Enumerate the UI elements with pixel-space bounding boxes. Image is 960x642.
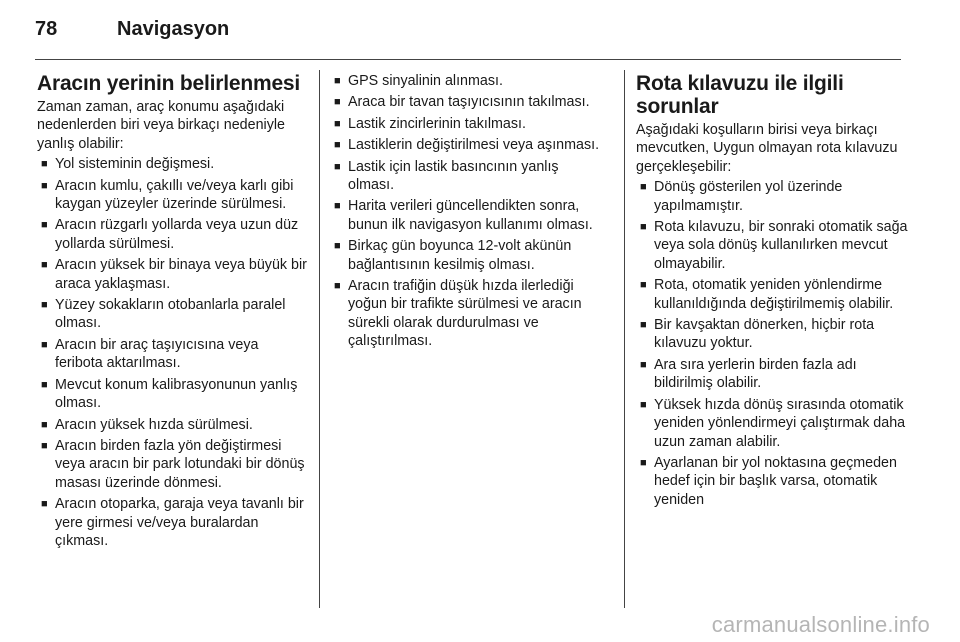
bullet-square-icon: ■: [334, 117, 341, 130]
list-item: [330, 197, 602, 234]
list-item: [37, 437, 309, 492]
list-item: [636, 276, 908, 313]
list-item: [37, 336, 309, 373]
section-heading-route: Rota kılavuzu ile ilgili sorunlar: [636, 72, 844, 118]
list-item-text: Lastiklerin değiştirilmesi veya aşınması.: [348, 137, 600, 154]
bullet-square-icon: ■: [334, 240, 341, 253]
section-heading-position: Aracın yerinin belirlenmesi: [37, 72, 301, 95]
bullet-square-icon: ■: [41, 158, 48, 171]
list-item-text: Aracın rüzgarlı yollarda veya uzun düz yollarda sürülmesi.: [55, 217, 299, 252]
list-item-text: Yüksek hızda dönüş sırasında otomatik yeniden yönlendirmeyi çalıştırmak daha uzun zaman alabilir.: [654, 396, 906, 450]
bullet-square-icon: ■: [41, 299, 48, 312]
bullet-square-icon: ■: [334, 160, 341, 173]
bullet-square-icon: ■: [640, 319, 647, 332]
list-item-text: Birkaç gün boyunca 12-volt akünün bağlantısının kesilmiş olması.: [348, 238, 572, 273]
bullet-square-icon: ■: [640, 456, 647, 469]
list-item: [636, 178, 908, 215]
list-item-text: Lastik zincirlerinin takılması.: [348, 115, 526, 132]
bullet-square-icon: ■: [41, 219, 48, 232]
section-intro-route: Aşağıdaki koşulların birisi veya birkaçı mevcutken, Uygun olmayan rota kılavuzu gerçekleşebilir:: [636, 122, 898, 175]
bullet-square-icon: ■: [334, 96, 341, 109]
column-right: [636, 72, 908, 512]
list-item-text: GPS sinyalinin alınması.: [348, 73, 503, 89]
bullet-square-icon: ■: [41, 338, 48, 351]
list-item-text: Aracın kumlu, çakıllı ve/veya karlı gibi kaygan yüzeyler üzerinde sürülmesi.: [55, 177, 294, 213]
list-item-text: Aracın birden fazla yön değiştirmesi veya aracın bir park lotundaki bir dönüş masası üzerinde dönmesi.: [55, 437, 305, 491]
list-item: [330, 277, 602, 351]
page-number: 78: [35, 18, 58, 40]
list-item: [636, 396, 908, 451]
bullet-square-icon: ■: [41, 378, 48, 391]
list-item-text: Aracın bir araç taşıyıcısına veya feribota aktarılması.: [55, 336, 259, 372]
list-item: [636, 316, 908, 353]
column-middle: [330, 72, 602, 354]
bullet-list-position: [37, 155, 309, 550]
list-item: [37, 416, 309, 434]
list-item-text: Rota, otomatik yeniden yönlendirme kullanıldığında değiştirilmemiş olabilir.: [654, 277, 894, 312]
list-item: [636, 218, 908, 273]
list-item-text: Bir kavşaktan dönerken, hiçbir rota kılavuzu yoktur.: [654, 317, 875, 352]
list-item-text: Harita verileri güncellendikten sonra, bunun ilk navigasyon kullanımı olması.: [348, 198, 593, 233]
list-item: [330, 136, 602, 154]
bullet-square-icon: ■: [640, 221, 647, 234]
list-item-text: Ara sıra yerlerin birden fazla adı bildirilmiş olabilir.: [654, 356, 857, 392]
bullet-square-icon: ■: [640, 279, 647, 292]
list-item: [37, 177, 309, 214]
bullet-square-icon: ■: [41, 179, 48, 192]
list-item-text: Aracın yüksek bir binaya veya büyük bir araca yaklaşması.: [55, 257, 307, 292]
chapter-title: Navigasyon: [117, 18, 230, 40]
list-item: [37, 495, 309, 550]
list-item: [330, 93, 602, 111]
bullet-list-route: [636, 178, 908, 509]
column-left: [37, 72, 309, 553]
bullet-square-icon: ■: [41, 439, 48, 452]
bullet-square-icon: ■: [640, 398, 647, 411]
list-item: [330, 115, 602, 133]
section-intro-position: Zaman zaman, araç konumu aşağıdaki nedenlerden biri veya birkaçı nedeniyle yanlış olabilir:: [37, 99, 285, 152]
list-item-text: Aracın otoparka, garaja veya tavanlı bir yere girmesi ve/veya buralardan çıkması.: [55, 496, 304, 549]
page-header: [35, 18, 229, 48]
list-item: [37, 216, 309, 253]
bullet-square-icon: ■: [41, 259, 48, 272]
list-item: [37, 256, 309, 293]
bullet-square-icon: ■: [334, 139, 341, 152]
list-item: [37, 296, 309, 333]
list-item-text: Yüzey sokakların otobanlarla paralel olması.: [55, 297, 286, 332]
list-item: [330, 72, 602, 90]
list-item-text: Mevcut konum kalibrasyonunun yanlış olması.: [55, 376, 298, 412]
column-divider-1: [319, 70, 320, 608]
bullet-square-icon: ■: [41, 498, 48, 511]
bullet-list-continued: [330, 72, 602, 351]
list-item-text: Aracın trafiğin düşük hızda ilerlediği yoğun bir trafikte sürülmesi ve aracın sürekli olarak durdurulması ve çalıştırılması.: [348, 278, 582, 350]
list-item-text: Ayarlanan bir yol noktasına geçmeden hedef için bir başlık varsa, otomatik yeniden: [654, 454, 897, 508]
list-item: [636, 454, 908, 509]
list-item-text: Yol sisteminin değişmesi.: [55, 156, 215, 173]
bullet-square-icon: ■: [334, 280, 341, 293]
list-item: [330, 158, 602, 195]
list-item-text: Aracın yüksek hızda sürülmesi.: [55, 416, 253, 433]
list-item: [37, 376, 309, 413]
list-item-text: Lastik için lastik basıncının yanlış olması.: [348, 158, 559, 194]
header-rule: [35, 59, 901, 60]
bullet-square-icon: ■: [640, 181, 647, 194]
bullet-square-icon: ■: [334, 75, 341, 87]
bullet-square-icon: ■: [640, 358, 647, 371]
list-item-text: Rota kılavuzu, bir sonraki otomatik sağa veya sola dönüş kullanılırken mevcut olmayabilir.: [654, 219, 908, 272]
list-item: [330, 237, 602, 274]
list-item-text: Dönüş gösterilen yol üzerinde yapılmamıştır.: [654, 179, 843, 214]
column-divider-2: [624, 70, 625, 608]
bullet-square-icon: ■: [41, 418, 48, 431]
watermark-text: carmanualsonline.info: [711, 612, 930, 637]
list-item-text: Araca bir tavan taşıyıcısının takılması.: [348, 94, 590, 111]
bullet-square-icon: ■: [334, 200, 341, 213]
list-item: [37, 155, 309, 173]
list-item: [636, 356, 908, 393]
